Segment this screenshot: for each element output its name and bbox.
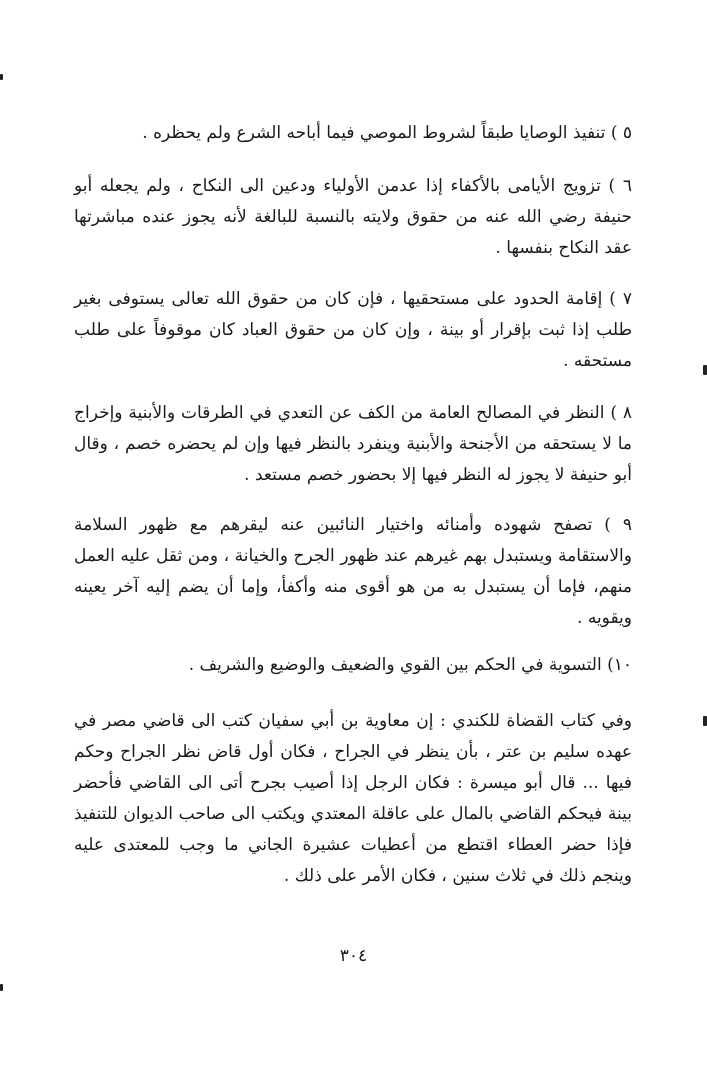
page-number: ٣٠٤ — [339, 946, 368, 966]
scan-mark — [0, 74, 3, 80]
paragraph-text: ٨ ) النظر في المصالح العامة من الكف عن التعدي في الطرقات والأبنية وإخراج ما لا يستحقه من الأجنحة والأبنية وينفرد بالنظر فيها وإن لم يحضره خصم ، وقال أبو حنيفة لا يجوز له النظر فيها إلا بحضور خصم مستعد . — [74, 403, 632, 485]
paragraph-item-9 — [74, 510, 632, 634]
paragraph-item-5 — [74, 118, 632, 149]
scan-mark — [703, 365, 707, 375]
paragraph-text: ٩ ) تصفح شهوده وأمنائه واختيار النائبين عنه ليقرهم مع ظهور السلامة والاستقامة ويستبدل بهم غيرهم عند ظهور الجرح والخيانة ، ومن ثقل عليه العمل منهم، فإما أن يستبدل به من هو أقوى منه وأكفأ، وإما أن يضم إليه آخر يعينه ويقويه . — [74, 515, 632, 628]
paragraph-item-6 — [74, 171, 632, 264]
paragraph-text: ٥ ) تنفيذ الوصايا طبقاً لشروط الموصي فيما أباحه الشرع ولم يحظره . — [142, 123, 632, 143]
paragraph-citation — [74, 706, 632, 892]
paragraph-item-8 — [74, 398, 632, 491]
paragraph-text: ٦ ) تزويج الأيامى بالأكفاء إذا عدمن الأولياء ودعين الى النكاح ، ولم يجعله أبو حنيفة رضي الله عنه من حقوق ولايته بالنسبة للبالغة لأنه يجوز عنده مباشرتها عقد النكاح بنفسها . — [74, 176, 632, 258]
paragraph-item-10 — [74, 650, 632, 681]
paragraph-text: وفي كتاب القضاة للكندي : إن معاوية بن أبي سفيان كتب الى قاضي مصر في عهده سليم بن عتر ، بأن ينظر في الجراح ، فكان أول قاض نظر الجراح وحكم فيها ... قال أبو ميسرة : فكان الرجل إذا أصيب بجرح أتى الى القاضي فأحضر بينة فيحكم القاضي بالمال على عاقلة المعتدي ويكتب الى صاحب الديوان للتنفيذ فإذا حضر العطاء اقتطع من أعطيات عشيرة الجاني ما وجب للمعتدى عليه وينجم ذلك في ثلاث سنين ، فكان الأمر على ذلك . — [74, 711, 632, 886]
scan-mark — [0, 984, 3, 991]
scan-mark — [703, 716, 707, 726]
paragraph-item-7 — [74, 284, 632, 377]
paragraph-text: ٧ ) إقامة الحدود على مستحقيها ، فإن كان من حقوق الله تعالى يستوفى بغير طلب إذا ثبت بإقرار أو بينة ، وإن كان من حقوق العباد كان موقوفاً على طلب مستحقه . — [74, 289, 632, 371]
paragraph-text: ١٠) التسوية في الحكم بين القوي والضعيف والوضيع والشريف . — [188, 655, 632, 675]
